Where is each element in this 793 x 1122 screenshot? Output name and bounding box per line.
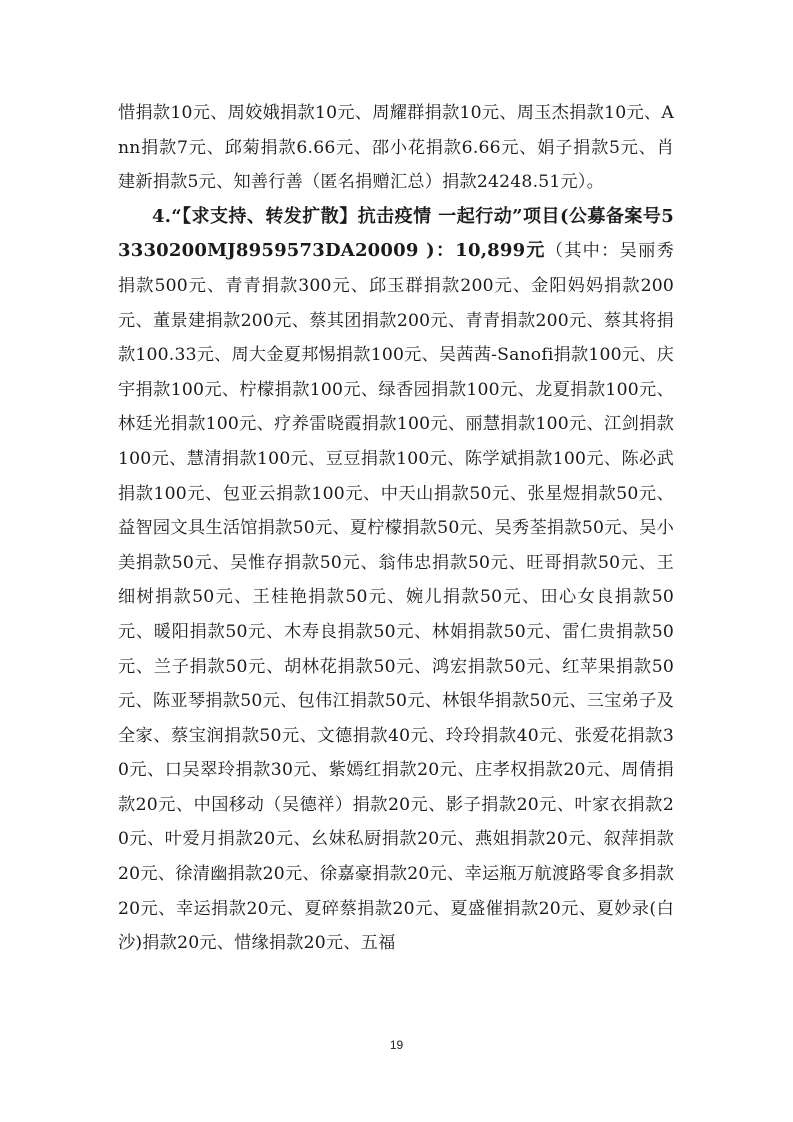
- project-donor-list: （其中：吴丽秀捐款500元、青青捐款300元、邱玉群捐款200元、金阳妈妈捐款200元、董景建捐款200元、蔡其团捐款200元、青青捐款200元、蔡其将捐款100.33元、周大金夏邦惕捐款100元、吴茜茜-Sanofi捐款100元、庆宇捐款100元、柠檬捐款100元、绿香园捐款100元、龙夏捐款100元、林廷光捐款100元、疗养雷晓霞捐款100元、丽慧捐款100元、江剑捐款100元、慧清捐款100元、豆豆捐款100元、陈学斌捐款100元、陈必武捐款100元、包亚云捐款100元、中天山捐款50元、张星煜捐款50元、益智园文具生活馆捐款50元、夏柠檬捐款50元、吴秀荃捐款50元、吴小美捐款50元、吴惟存捐款50元、翁伟忠捐款50元、旺哥捐款50元、王细树捐款50元、王桂艳捐款50元、婉儿捐款50元、田心女良捐款50元、暖阳捐款50元、木寿良捐款50元、林娟捐款50元、雷仁贵捐款50元、兰子捐款50元、胡林花捐款50元、鸿宏捐款50元、红苹果捐款50元、陈亚琴捐款50元、包伟江捐款50元、林银华捐款50元、三宝弟子及全家、蔡宝润捐款50元、文德捐款40元、玲玲捐款40元、张爱花捐款30元、口吴翠玲捐款30元、紫嫣红捐款20元、庄孝权捐款20元、周倩捐款20元、中国移动（吴德祥）捐款20元、影子捐款20元、叶家衣捐款20元、叶爱月捐款20元、幺妹私厨捐款20元、燕姐捐款20元、叙萍捐款20元、徐清幽捐款20元、徐嘉豪捐款20元、幸运瓶万航渡路零食多捐款20元、幸运捐款20元、夏碎蔡捐款20元、夏盛催捐款20元、夏妙录(白沙)捐款20元、惜缘捐款20元、五福: [118, 241, 674, 954]
- paragraph-donor-list-continued: 惜捐款10元、周姣娥捐款10元、周耀群捐款10元、周玉杰捐款10元、Ann捐款7元、邱菊捐款6.66元、邵小花捐款6.66元、娟子捐款5元、肖建新捐款5元、知善行善（匿名捐赠汇总）捐款24248.51元）。: [118, 103, 674, 193]
- page-number: 19: [389, 1038, 404, 1052]
- paragraph-project-4: [118, 200, 674, 961]
- project-heading: 4.“【求支持、转发扩散】抗击疫情 一起行动”项目(公募备案号53330200MJ8959573DA20009 )：10,899元: [118, 205, 674, 262]
- document-body: [118, 96, 674, 961]
